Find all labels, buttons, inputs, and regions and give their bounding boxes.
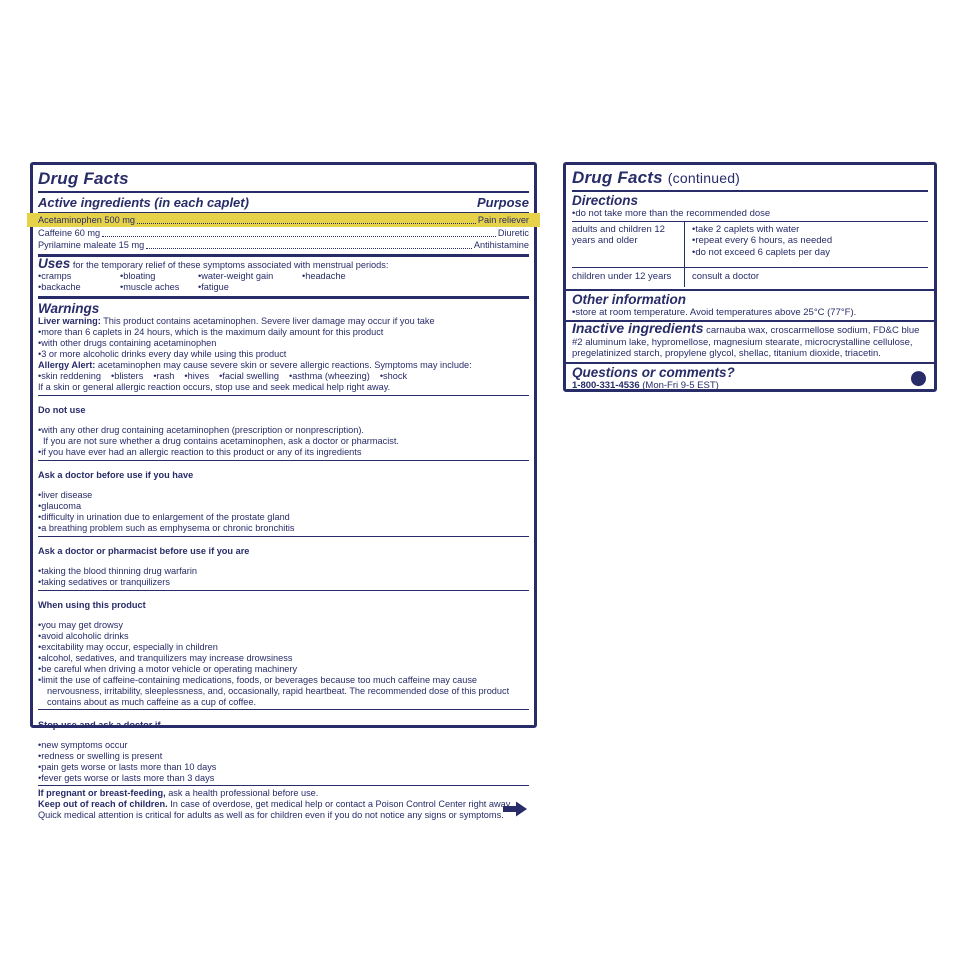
dotted-leader xyxy=(102,236,496,237)
ingredient-row-highlighted xyxy=(27,213,540,227)
do-not-use-note: If you are not sure whether a drug contains acetaminophen, ask a doctor or pharmacist. xyxy=(43,435,399,446)
dosage-row-children xyxy=(572,268,928,287)
symptom-item: • blisters xyxy=(111,371,143,382)
bullet-item: • you may get drowsy xyxy=(38,620,529,631)
liver-warning-lead: Liver warning: xyxy=(38,316,101,327)
bullet-item: • fever gets worse or lasts more than 3 days xyxy=(38,773,529,784)
subsection-divider xyxy=(38,395,529,396)
ask-doctor-heading: Ask a doctor before use if you have xyxy=(38,469,194,480)
when-using-heading: When using this product xyxy=(38,600,146,611)
bullet-item: • 3 or more alcoholic drinks every day while using this product xyxy=(38,349,529,360)
bullet-item: • redness or swelling is present xyxy=(38,751,529,762)
subsection-divider xyxy=(38,709,529,710)
bullet-item: • with any other drug containing acetaminophen (prescription or nonprescription). xyxy=(38,425,529,436)
keep-out-line xyxy=(38,799,529,821)
dotted-leader xyxy=(137,223,476,224)
keep-out-lead: Keep out of reach of children. xyxy=(38,799,168,810)
bullet-item: • repeat every 6 hours, as needed xyxy=(692,235,928,247)
dosage-population xyxy=(572,222,684,268)
ingredient-purpose: Diuretic xyxy=(497,227,529,238)
drug-facts-continued-title xyxy=(572,166,928,189)
questions-section xyxy=(566,364,934,393)
symptom-item: • muscle aches xyxy=(120,282,194,293)
bullet-item: • pain gets worse or lasts more than 10 days xyxy=(38,762,529,773)
dosage-row-adults xyxy=(572,221,928,269)
allergy-alert-line xyxy=(38,360,529,371)
divider xyxy=(572,190,928,192)
bullet-item: • difficulty in urination due to enlargement of the prostate gland xyxy=(38,512,529,523)
ingredient-name: Caffeine 60 mg xyxy=(38,227,101,238)
symptom-item: • hives xyxy=(184,371,209,382)
dosage-population xyxy=(572,268,684,287)
ingredient-name: Acetaminophen 500 mg xyxy=(38,214,136,225)
phone-number: 1-800-331-4536 xyxy=(572,379,640,391)
subsection-divider xyxy=(38,590,529,591)
bullet-item: • liver disease xyxy=(38,490,529,501)
allergy-alert-text: acetaminophen may cause severe skin or severe allergic reactions. Symptoms may include: xyxy=(97,359,472,370)
bullet-item: • do not exceed 6 caplets per day xyxy=(692,247,928,259)
uses-intro: for the temporary relief of these symptoms associated with menstrual periods: xyxy=(72,259,389,270)
inactive-ingredients-list: carnauba wax, croscarmellose sodium, FD&C blue #2 aluminum lake, hypromellose, magnesium stearate, microcrystalline cellulose, pregelatinized starch, propylene glycol, shellac, titanium dioxide, triacetin. xyxy=(572,325,920,359)
continue-arrow-icon xyxy=(503,801,527,817)
bullet-item: • be careful when driving a motor vehicle or operating machinery xyxy=(38,664,529,675)
drug-facts-panel-right xyxy=(563,162,937,392)
keep-out-text: In case of overdose, get medical help or contact a Poison Control Center right away. Quick medical attention is critical for adults as well as for children even if you do not notice any signs or symptoms. xyxy=(38,799,513,821)
directions-section xyxy=(566,165,934,289)
drug-facts-title-text: Drug Facts xyxy=(572,168,663,187)
bullet-item: • store at room temperature. Avoid temperatures above 25°C (77°F). xyxy=(572,307,928,319)
symptom-item: • bloating xyxy=(120,271,194,282)
dosage-instructions xyxy=(684,222,928,268)
symptom-item: • cramps xyxy=(38,271,116,282)
symptom-item: • headache xyxy=(302,271,529,282)
symptom-item: • skin reddening xyxy=(38,371,101,382)
symptom-item: • fatigue xyxy=(198,282,298,293)
bullet-item: • take 2 caplets with water xyxy=(692,224,928,236)
pregnancy-line xyxy=(38,788,529,799)
uses-section xyxy=(38,255,529,294)
inactive-ingredients-heading: Inactive ingredients xyxy=(572,320,704,336)
stop-use-heading: Stop use and ask a doctor if xyxy=(38,719,161,730)
ingredient-row xyxy=(38,227,529,239)
phone-line xyxy=(572,380,928,391)
bullet-item: • glaucoma xyxy=(38,501,529,512)
active-ingredients-header xyxy=(38,194,529,211)
allergy-closing-line: If a skin or general allergic reaction occurs, stop use and seek medical help right away. xyxy=(38,381,391,392)
ingredient-row xyxy=(38,239,529,251)
purpose-heading: Purpose xyxy=(476,195,529,210)
bullet-item: • taking the blood thinning drug warfarin xyxy=(38,566,529,577)
section-divider xyxy=(38,296,529,299)
bullet-item: • avoid alcoholic drinks xyxy=(38,631,529,642)
warnings-heading: Warnings xyxy=(38,301,100,317)
bullet-item: • limit the use of caffeine-containing medications, foods, or beverages because too much caffeine may cause nervousness, irritability, sleeplessness, and, occasionally, rapid heartbeat. The recommended dose of this product contains about as much caffeine as a cup of coffee. xyxy=(38,675,529,708)
uses-heading: Uses xyxy=(38,255,71,271)
allergy-symptoms-list xyxy=(38,371,529,382)
pregnancy-text: ask a health professional before use. xyxy=(168,788,319,799)
bullet-item: • if you have ever had an allergic reaction to this product or any of its ingredients xyxy=(38,447,529,458)
subsection-divider xyxy=(38,785,529,786)
bullet-item: • excitability may occur, especially in children xyxy=(38,642,529,653)
uses-intro-line xyxy=(38,255,529,271)
ingredient-purpose: Pain reliever xyxy=(477,214,529,225)
phone-hours: (Mon-Fri 9-5 EST) xyxy=(642,379,719,391)
inactive-ingredients-section xyxy=(566,322,934,362)
active-ingredients-heading: Active ingredients (in each caplet) xyxy=(38,195,249,210)
population-label: adults and children 12 years and older xyxy=(572,223,665,246)
drug-facts-panel-left xyxy=(30,162,537,821)
symptom-item: • facial swelling xyxy=(219,371,279,382)
uses-symptom-grid xyxy=(38,270,529,293)
bullet-item: • a breathing problem such as emphysema or chronic bronchitis xyxy=(38,523,529,534)
bullet-item: • new symptoms occur xyxy=(38,740,529,751)
dosage-instructions xyxy=(684,268,928,287)
bullet-item: • taking sedatives or tranquilizers xyxy=(38,577,529,588)
other-information-heading: Other information xyxy=(572,291,686,307)
other-information-section xyxy=(566,291,934,321)
dot-icon xyxy=(911,371,926,386)
symptom-item: • water-weight gain xyxy=(198,271,298,282)
dosage-table xyxy=(572,221,928,287)
symptom-item: • backache xyxy=(38,282,116,293)
symptom-item: • shock xyxy=(380,371,407,382)
subsection-divider xyxy=(38,460,529,461)
divider xyxy=(38,191,529,193)
dotted-leader xyxy=(146,248,472,249)
continued-label: (continued) xyxy=(667,170,741,186)
instruction-text: consult a doctor xyxy=(692,271,760,282)
bullet-item: • with other drugs containing acetaminophen xyxy=(38,338,529,349)
ingredient-purpose: Antihistamine xyxy=(473,239,529,250)
ingredient-name: Pyrilamine maleate 15 mg xyxy=(38,239,145,250)
population-label: children under 12 years xyxy=(572,271,672,282)
allergy-alert-lead: Allergy Alert: xyxy=(38,359,96,370)
bullet-item: • more than 6 caplets in 24 hours, which is the maximum daily amount for this product xyxy=(38,327,529,338)
symptom-item: • rash xyxy=(153,371,174,382)
directions-heading: Directions xyxy=(572,193,639,208)
bullet-item: • do not take more than the recommended dose xyxy=(572,208,928,220)
ask-pharmacist-heading: Ask a doctor or pharmacist before use if you are xyxy=(38,545,250,556)
warnings-section xyxy=(38,301,529,821)
liver-warning-line xyxy=(38,316,529,327)
pregnancy-lead: If pregnant or breast-feeding, xyxy=(38,788,166,799)
drug-facts-title: Drug Facts xyxy=(38,169,129,188)
bullet-item: • alcohol, sedatives, and tranquilizers may increase drowsiness xyxy=(38,653,529,664)
section-divider xyxy=(38,254,529,257)
liver-warning-text: This product contains acetaminophen. Severe liver damage may occur if you take xyxy=(103,316,435,327)
symptom-item: • asthma (wheezing) xyxy=(289,371,370,382)
inactive-ingredients-paragraph xyxy=(572,320,928,360)
questions-heading: Questions or comments? xyxy=(572,364,735,380)
subsection-divider xyxy=(38,536,529,537)
do-not-use-heading: Do not use xyxy=(38,404,86,415)
